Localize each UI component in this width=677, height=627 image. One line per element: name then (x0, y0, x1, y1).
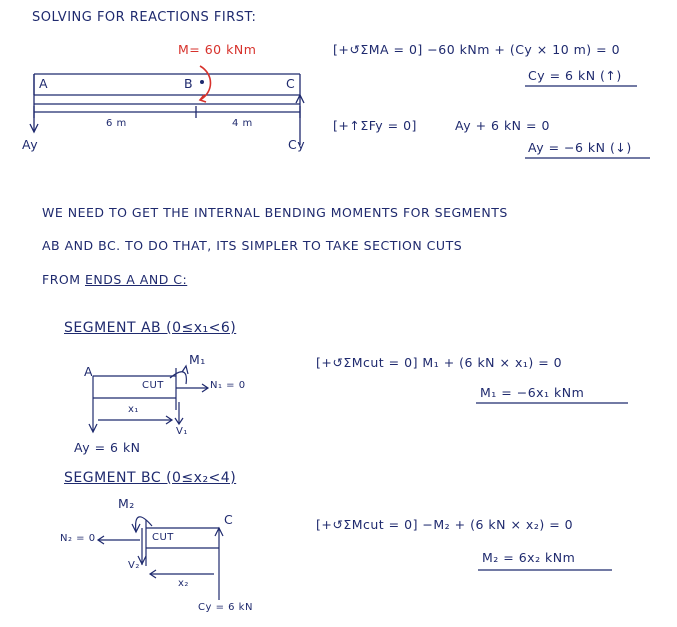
segment-ab-equation: [+↺ΣMcut = 0] M₁ + (6 kN × x₁) = 0 (316, 355, 563, 370)
length-ab-label: 6 m (106, 118, 127, 129)
segment-bc-x2: x₂ (178, 578, 189, 589)
applied-moment-label: M= 60 kNm (178, 42, 257, 57)
segment-ab-ay: Ay = 6 kN (74, 440, 141, 455)
length-bc-label: 4 m (232, 118, 253, 129)
segment-bc-m2: M₂ (118, 496, 135, 511)
segment-ab-m1: M₁ (189, 352, 206, 367)
segment-bc-equation: [+↺ΣMcut = 0] −M₂ + (6 kN × x₂) = 0 (316, 517, 574, 532)
segment-ab-point-a: A (84, 364, 94, 379)
segment-bc-n2: N₂ = 0 (60, 533, 96, 544)
segment-ab-v1: V₁ (176, 426, 188, 437)
segment-ab-cut-label: CUT (142, 380, 164, 391)
reaction-ay-label: Ay (22, 137, 39, 152)
point-b-label: B (184, 76, 194, 91)
note-line-3-prefix: FROM (42, 272, 81, 287)
segment-bc-cut-label: CUT (152, 532, 174, 543)
force-equilibrium-eq: Ay + 6 kN = 0 (455, 118, 550, 133)
segment-bc-v2: V₂ (128, 560, 140, 571)
note-line-1: WE NEED TO GET THE INTERNAL BENDING MOMENTS FOR SEGMENTS (42, 205, 508, 220)
note-line-3 (42, 272, 187, 287)
ay-result: Ay = −6 kN (↓) (528, 140, 632, 155)
cy-result: Cy = 6 kN (↑) (528, 68, 622, 83)
segment-bc-point-c: C (224, 512, 234, 527)
segment-bc-result: M₂ = 6x₂ kNm (482, 550, 576, 565)
note-line-2: AB AND BC. TO DO THAT, ITS SIMPLER TO TAKE SECTION CUTS (42, 238, 463, 253)
force-equilibrium-label: [+↑ΣFy = 0] (333, 118, 417, 133)
note-line-3-underlined: ENDS A AND C: (84, 272, 188, 287)
segment-ab-n1: N₁ = 0 (210, 380, 246, 391)
segment-ab-result: M₁ = −6x₁ kNm (480, 385, 585, 400)
segment-ab-x1: x₁ (128, 404, 139, 415)
segment-ab-heading: SEGMENT AB (0≤x₁<6) (64, 320, 237, 336)
reaction-cy-label: Cy (288, 137, 306, 152)
moment-equilibrium-eq: [+↺ΣMA = 0] −60 kNm + (Cy × 10 m) = 0 (333, 42, 621, 57)
point-c-label: C (286, 76, 296, 91)
segment-bc-cy: Cy = 6 kN (198, 602, 253, 613)
segment-bc-heading: SEGMENT BC (0≤x₂<4) (64, 470, 237, 486)
page-title: SOLVING FOR REACTIONS FIRST: (32, 10, 257, 25)
point-a-label: A (39, 76, 49, 91)
